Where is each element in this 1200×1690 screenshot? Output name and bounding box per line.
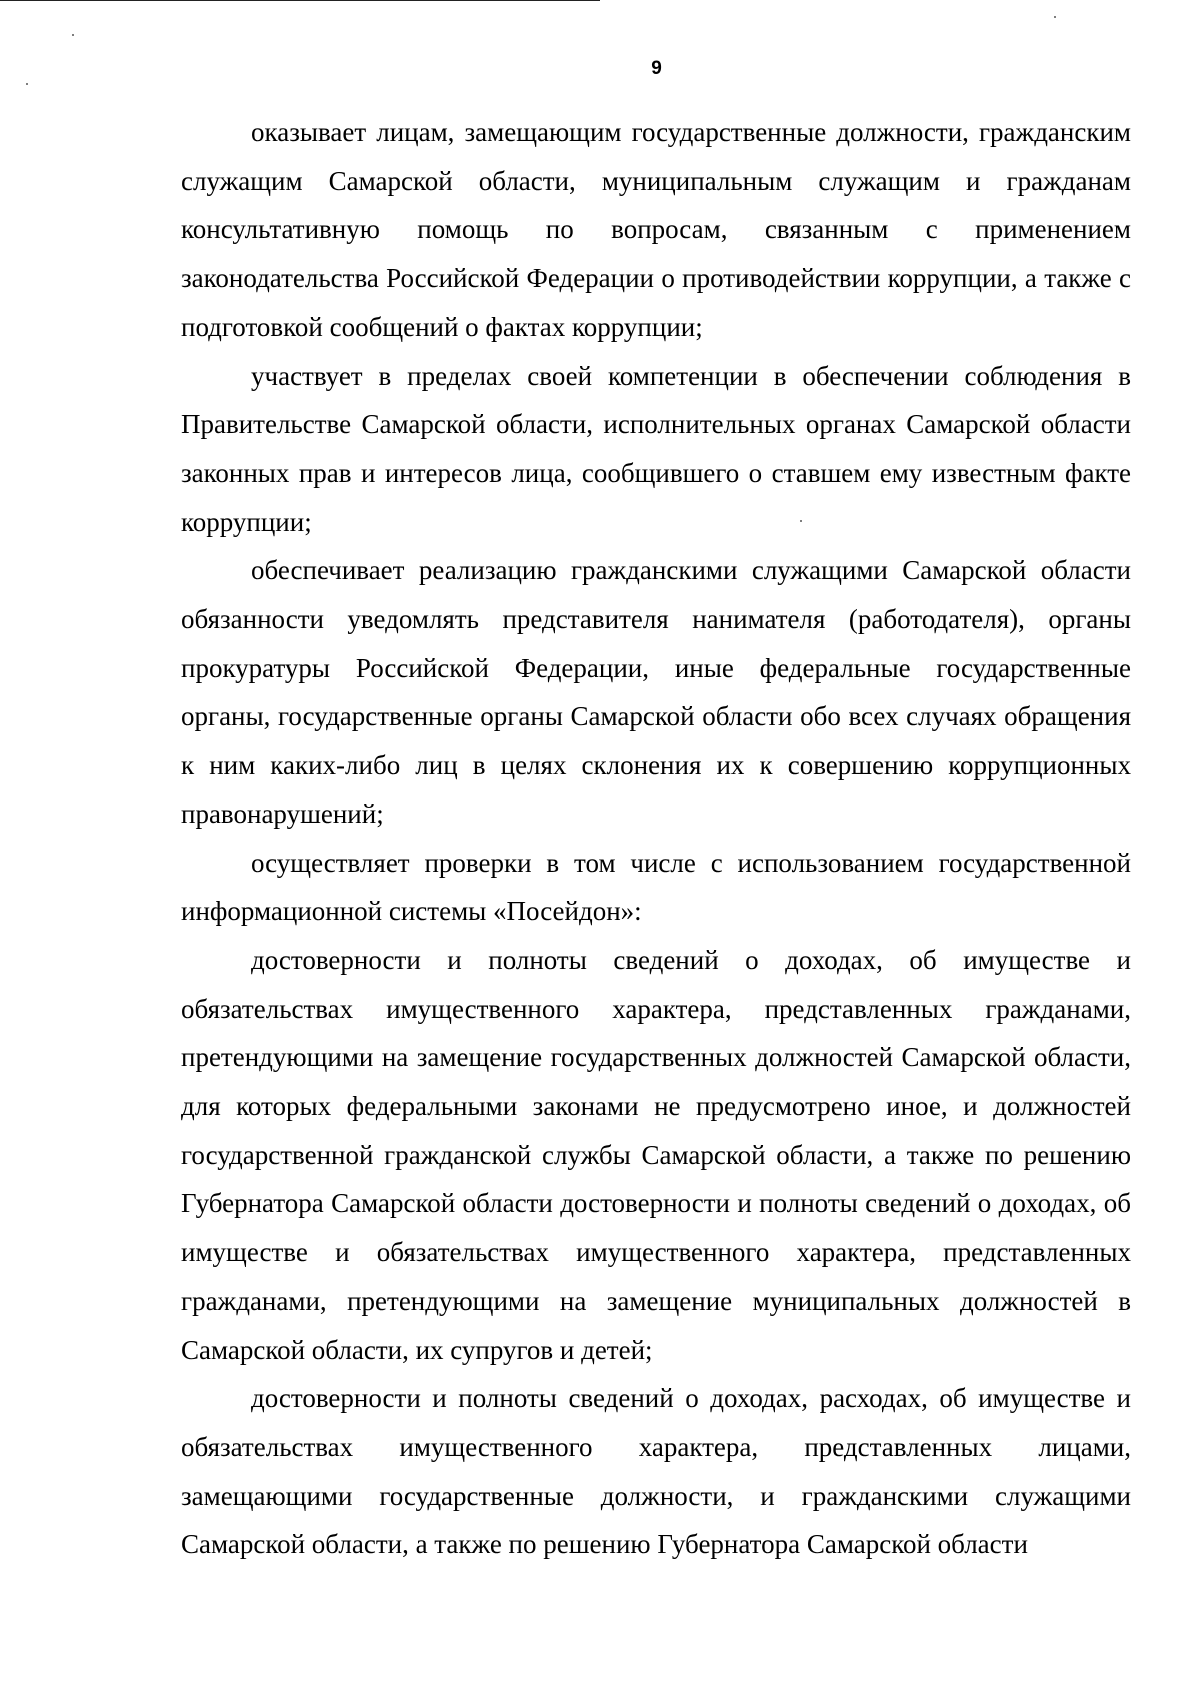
paragraph-consultative-help: оказывает лицам, замещающим государственные должности, гражданским служащим Самарской области, муниципальным служащим и гражданам консультативную помощь по вопросам, связанным с применением законодательства Российской Федерации о противодействии коррупции, а также с подготовкой сообщений о фактах коррупции; — [181, 117, 1131, 342]
paragraph-notification-duty: обеспечивает реализацию гражданскими служащими Самарской области обязанности уведомлять представителя нанимателя (работодателя), органы прокуратуры Российской Федерации, иные федеральные государственные органы, государственные органы Самарской области обо всех случаях обращения к ним каких-либо лиц в целях склонения их к совершению коррупционных правонарушений; — [181, 555, 1131, 829]
scan-speck — [1054, 16, 1056, 18]
page-number: 9 — [651, 58, 662, 79]
paragraph-verification-candidates: достоверности и полноты сведений о доходах, об имуществе и обязательствах имущественного характера, представленных гражданами, претендующими на замещение государственных должностей Самарской области, для которых федеральными законами не предусмотрено иное, и должностей государственной гражданской службы Самарской области, а также по решению Губернатора Самарской области достоверности и полноты сведений о доходах, об имуществе и обязательствах имущественного характера, представленных гражданами, претендующими на замещение муниципальных должностей в Самарской области, их супругов и детей; — [181, 944, 1131, 1365]
document-body — [181, 108, 1131, 1569]
paragraph-verification-officials: достоверности и полноты сведений о доходах, расходах, об имуществе и обязательствах имущественного характера, представленных лицами, замещающими государственные должности, и гражданскими служащими Самарской области, а также по решению Губернатора Самарской области — [181, 1383, 1131, 1560]
scan-top-edge-line — [0, 0, 600, 1]
paragraph-verification-intro: осуществляет проверки в том числе с использованием государственной информационной системы «Посейдон»: — [181, 847, 1131, 927]
scan-speck — [26, 83, 28, 85]
scan-speck — [72, 34, 74, 36]
paragraph-rights-protection: участвует в пределах своей компетенции в обеспечении соблюдения в Правительстве Самарской области, исполнительных органах Самарской области законных прав и интересов лица, сообщившего о ставшем ему известным факте коррупции; — [181, 360, 1131, 537]
